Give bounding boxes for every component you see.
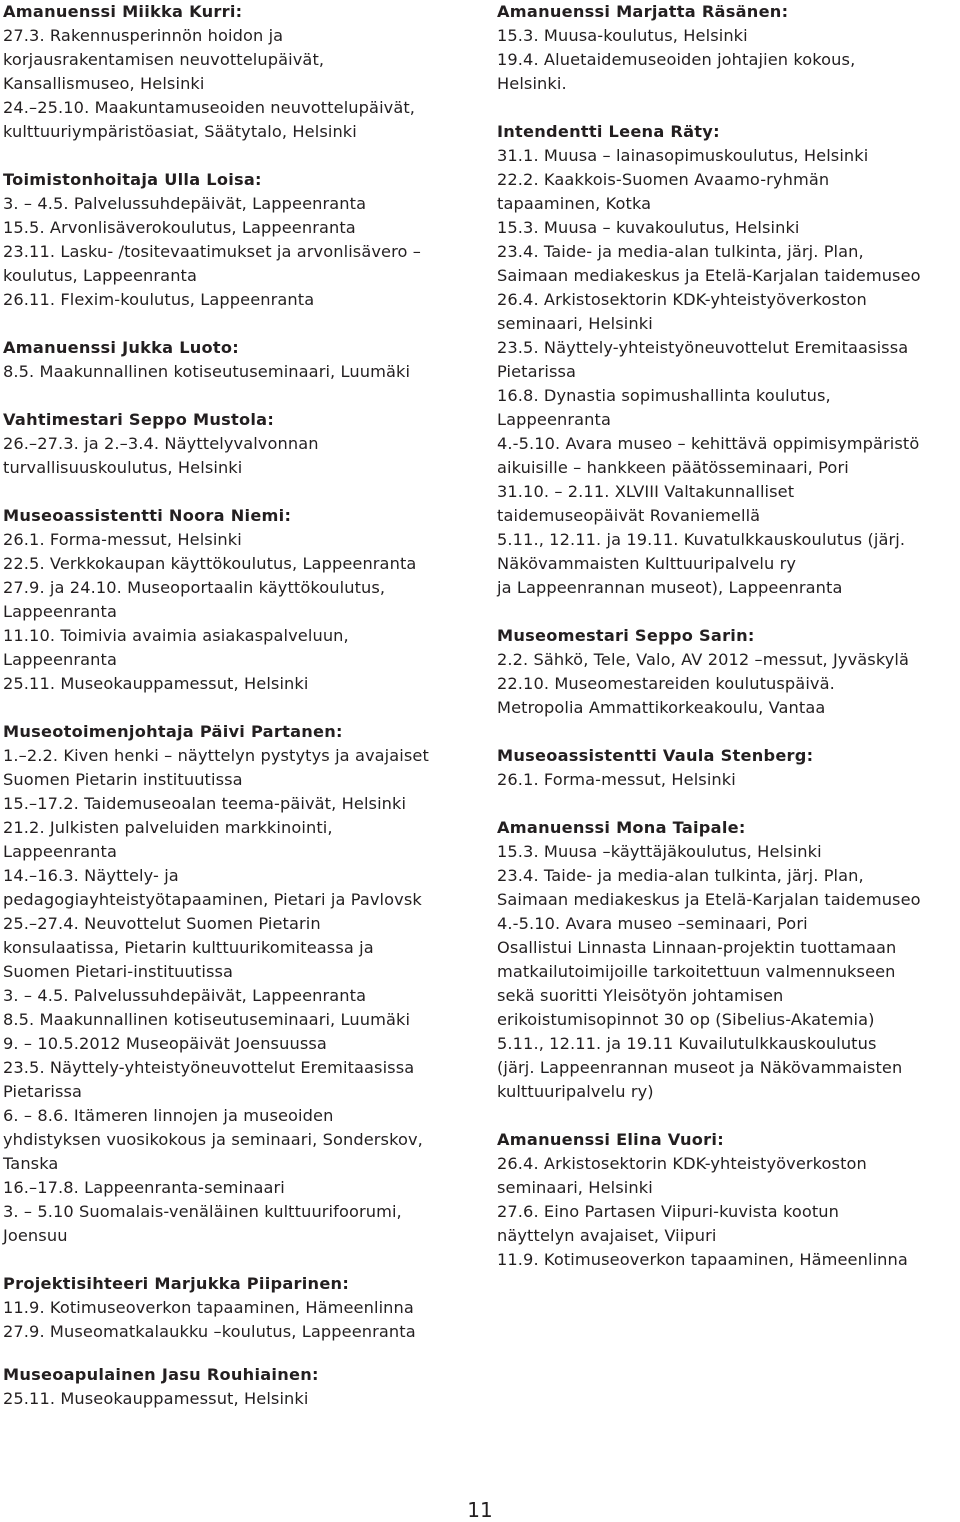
event-line: 8.5. Maakunnallinen kotiseutuseminaari, Luumäki xyxy=(3,1010,411,1029)
event-line: 16.–17.8. Lappeenranta-seminaari xyxy=(3,1178,285,1197)
event-line: 26.1. Forma-messut, Helsinki xyxy=(497,770,736,789)
event-line: 15.3. Muusa-koulutus, Helsinki xyxy=(497,26,748,45)
event-line: yhdistyksen vuosikokous ja seminaari, Sonderskov, xyxy=(3,1130,423,1149)
event-line: Pietarissa xyxy=(3,1082,83,1101)
event-line: 26.4. Arkistosektorin KDK-yhteistyöverkoston xyxy=(497,290,867,309)
staff-section xyxy=(3,0,473,144)
event-line: 1.–2.2. Kiven henki – näyttelyn pystytys ja avajaiset xyxy=(3,746,429,765)
staff-section xyxy=(3,168,473,312)
section-heading: Amanuenssi Mona Taipale: xyxy=(497,818,746,837)
event-line: seminaari, Helsinki xyxy=(497,1178,653,1197)
event-line: Pietarissa xyxy=(497,362,577,381)
event-line: turvallisuuskoulutus, Helsinki xyxy=(3,458,243,477)
event-line: seminaari, Helsinki xyxy=(497,314,653,333)
staff-section xyxy=(3,1363,563,1411)
event-line: tapaaminen, Kotka xyxy=(497,194,652,213)
event-line: 26.4. Arkistosektorin KDK-yhteistyöverkoston xyxy=(497,1154,867,1173)
event-line: 23.5. Näyttely-yhteistyöneuvottelut Eremitaasissa xyxy=(3,1058,415,1077)
staff-section xyxy=(497,816,960,1104)
event-line: 31.10. – 2.11. XLVIII Valtakunnalliset xyxy=(497,482,795,501)
staff-section xyxy=(3,504,473,696)
section-heading: Toimistonhoitaja Ulla Loisa: xyxy=(3,170,262,189)
section-heading: Amanuenssi Elina Vuori: xyxy=(497,1130,724,1149)
event-line: näyttelyn avajaiset, Viipuri xyxy=(497,1226,717,1245)
left-column xyxy=(3,0,473,1368)
event-line: 23.5. Näyttely-yhteistyöneuvottelut Eremitaasissa xyxy=(497,338,909,357)
event-line: konsulaatissa, Pietarin kulttuurikomiteassa ja xyxy=(3,938,374,957)
event-line: matkailutoimijoille tarkoitettuun valmennukseen xyxy=(497,962,896,981)
section-heading: Museomestari Seppo Sarin: xyxy=(497,626,755,645)
event-line: taidemuseopäivät Rovaniemellä xyxy=(497,506,761,525)
event-line: erikoistumisopinnot 30 op (Sibelius-Akatemia) xyxy=(497,1010,875,1029)
event-line: ja Lappeenrannan museot), Lappeenranta xyxy=(497,578,843,597)
event-line: Lappeenranta xyxy=(497,410,611,429)
event-line: 22.10. Museomestareiden koulutuspäivä. xyxy=(497,674,835,693)
event-line: Joensuu xyxy=(3,1226,68,1245)
staff-section xyxy=(497,1128,960,1272)
event-line: kulttuuripalvelu ry) xyxy=(497,1082,654,1101)
event-line: 11.9. Kotimuseoverkon tapaaminen, Hämeenlinna xyxy=(3,1298,414,1317)
event-line: Lappeenranta xyxy=(3,602,117,621)
event-line: 14.–16.3. Näyttely- ja xyxy=(3,866,179,885)
staff-section xyxy=(497,120,960,600)
section-heading: Amanuenssi Jukka Luoto: xyxy=(3,338,240,357)
event-line: Metropolia Ammattikorkeakoulu, Vantaa xyxy=(497,698,826,717)
event-line: 25.11. Museokauppamessut, Helsinki xyxy=(3,1389,309,1408)
event-line: 27.9. Museomatkalaukku –koulutus, Lappeenranta xyxy=(3,1322,416,1341)
event-line: Lappeenranta xyxy=(3,842,117,861)
event-line: 15.5. Arvonlisäverokoulutus, Lappeenranta xyxy=(3,218,356,237)
event-line: 22.5. Verkkokaupan käyttökoulutus, Lappeenranta xyxy=(3,554,417,573)
event-line: 16.8. Dynastia sopimushallinta koulutus, xyxy=(497,386,831,405)
event-line: 26.–27.3. ja 2.–3.4. Näyttelyvalvonnan xyxy=(3,434,319,453)
event-line: Kansallismuseo, Helsinki xyxy=(3,74,205,93)
staff-section xyxy=(497,744,960,792)
event-line: 3. – 4.5. Palvelussuhdepäivät, Lappeenranta xyxy=(3,986,367,1005)
event-line: Lappeenranta xyxy=(3,650,117,669)
staff-section xyxy=(3,1272,473,1344)
event-line: Suomen Pietarin instituutissa xyxy=(3,770,243,789)
event-line: Saimaan mediakeskus ja Etelä-Karjalan taidemuseo xyxy=(497,266,921,285)
event-line: 19.4. Aluetaidemuseoiden johtajien kokous, xyxy=(497,50,856,69)
event-line: 11.10. Toimivia avaimia asiakaspalveluun, xyxy=(3,626,349,645)
section-heading: Vahtimestari Seppo Mustola: xyxy=(3,410,275,429)
event-line: 27.6. Eino Partasen Viipuri-kuvista kootun xyxy=(497,1202,840,1221)
event-line: 5.11., 12.11. ja 19.11. Kuvatulkkauskoulutus (järj. xyxy=(497,530,906,549)
staff-section xyxy=(497,624,960,720)
event-line: 23.4. Taide- ja media-alan tulkinta, järj. Plan, xyxy=(497,866,864,885)
event-line: Osallistui Linnasta Linnaan-projektin tuottamaan xyxy=(497,938,897,957)
event-line: Suomen Pietari-instituutissa xyxy=(3,962,234,981)
staff-section xyxy=(497,0,960,96)
section-heading: Amanuenssi Marjatta Räsänen: xyxy=(497,2,789,21)
event-line: 27.3. Rakennusperinnön hoidon ja xyxy=(3,26,284,45)
event-line: 8.5. Maakunnallinen kotiseutuseminaari, Luumäki xyxy=(3,362,411,381)
event-line: 15.–17.2. Taidemuseoalan teema-päivät, Helsinki xyxy=(3,794,407,813)
staff-section xyxy=(3,408,473,480)
event-line: 26.1. Forma-messut, Helsinki xyxy=(3,530,242,549)
right-column xyxy=(497,0,960,1296)
event-line: 4.-5.10. Avara museo –seminaari, Pori xyxy=(497,914,808,933)
event-line: Helsinki. xyxy=(497,74,567,93)
staff-section xyxy=(3,336,473,384)
event-line: 15.3. Muusa –käyttäjäkoulutus, Helsinki xyxy=(497,842,822,861)
event-line: 5.11., 12.11. ja 19.11 Kuvailutulkkauskoulutus xyxy=(497,1034,877,1053)
event-line: 25.11. Museokauppamessut, Helsinki xyxy=(3,674,309,693)
section-heading: Museoassistentti Noora Niemi: xyxy=(3,506,292,525)
event-line: 3. – 4.5. Palvelussuhdepäivät, Lappeenranta xyxy=(3,194,367,213)
event-line: (järj. Lappeenrannan museot ja Näkövammaisten xyxy=(497,1058,903,1077)
section-heading: Projektisihteeri Marjukka Piiparinen: xyxy=(3,1274,350,1293)
event-line: 31.1. Muusa – lainasopimuskoulutus, Helsinki xyxy=(497,146,869,165)
section-heading: Amanuenssi Miikka Kurri: xyxy=(3,2,243,21)
event-line: koulutus, Lappeenranta xyxy=(3,266,198,285)
event-line: kulttuuriympäristöasiat, Säätytalo, Helsinki xyxy=(3,122,357,141)
event-line: 15.3. Muusa – kuvakoulutus, Helsinki xyxy=(497,218,800,237)
event-line: Saimaan mediakeskus ja Etelä-Karjalan taidemuseo xyxy=(497,890,921,909)
event-line: 23.11. Lasku- /tositevaatimukset ja arvonlisävero – xyxy=(3,242,421,261)
event-line: 25.–27.4. Neuvottelut Suomen Pietarin xyxy=(3,914,321,933)
event-line: 2.2. Sähkö, Tele, Valo, AV 2012 –messut, Jyväskylä xyxy=(497,650,910,669)
event-line: 22.2. Kaakkois-Suomen Avaamo-ryhmän xyxy=(497,170,830,189)
event-line: aikuisille – hankkeen päätösseminaari, Pori xyxy=(497,458,849,477)
event-line: Näkövammaisten Kulttuuripalvelu ry xyxy=(497,554,797,573)
event-line: Tanska xyxy=(3,1154,59,1173)
event-line: 9. – 10.5.2012 Museopäivät Joensuussa xyxy=(3,1034,327,1053)
event-line: 3. – 5.10 Suomalais-venäläinen kulttuurifoorumi, xyxy=(3,1202,402,1221)
event-line: korjausrakentamisen neuvottelupäivät, xyxy=(3,50,325,69)
event-line: 27.9. ja 24.10. Museoportaalin käyttökoulutus, xyxy=(3,578,386,597)
event-line: 21.2. Julkisten palveluiden markkinointi, xyxy=(3,818,333,837)
event-line: 24.–25.10. Maakuntamuseoiden neuvottelupäivät, xyxy=(3,98,416,117)
section-heading: Museoassistentti Vaula Stenberg: xyxy=(497,746,814,765)
section-heading: Museotoimenjohtaja Päivi Partanen: xyxy=(3,722,343,741)
section-heading: Museoapulainen Jasu Rouhiainen: xyxy=(3,1365,319,1384)
bottom-section xyxy=(3,1363,563,1435)
event-line: 23.4. Taide- ja media-alan tulkinta, järj. Plan, xyxy=(497,242,864,261)
event-line: 6. – 8.6. Itämeren linnojen ja museoiden xyxy=(3,1106,334,1125)
page-number: 11 xyxy=(467,1498,493,1522)
event-line: 4.-5.10. Avara museo – kehittävä oppimisympäristö xyxy=(497,434,920,453)
event-line: 26.11. Flexim-koulutus, Lappeenranta xyxy=(3,290,315,309)
staff-section xyxy=(3,720,473,1248)
event-line: sekä suoritti Yleisötyön johtamisen xyxy=(497,986,784,1005)
section-heading: Intendentti Leena Räty: xyxy=(497,122,720,141)
event-line: 11.9. Kotimuseoverkon tapaaminen, Hämeenlinna xyxy=(497,1250,908,1269)
event-line: pedagogiayhteistyötapaaminen, Pietari ja Pavlovsk xyxy=(3,890,422,909)
